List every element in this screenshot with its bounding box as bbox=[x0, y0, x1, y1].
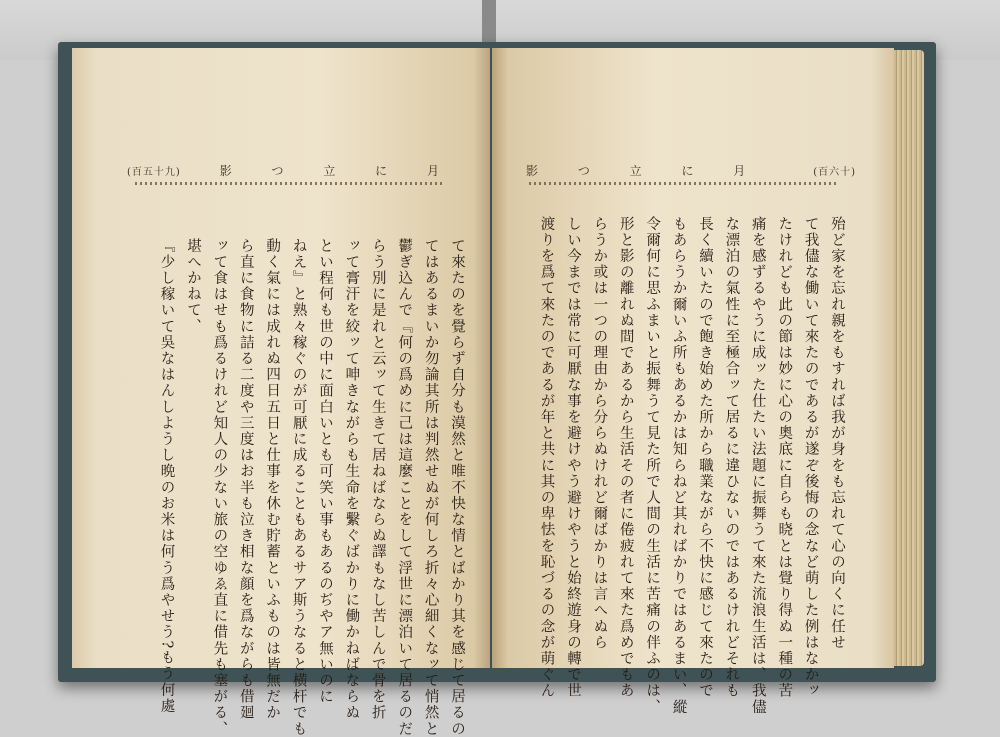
page-edges bbox=[894, 50, 924, 666]
right-page-number: (百六十) bbox=[813, 166, 856, 178]
left-page bbox=[72, 48, 490, 737]
right-page bbox=[492, 48, 894, 716]
left-header-rule bbox=[132, 182, 442, 185]
left-page-header bbox=[127, 158, 457, 182]
right-page-body: 殆ど家を忘れ親をもすれば我が身をも忘れて心の向くに任せ て我儘な働いて來たのであるが遂ぞ後悔の念など萌した例はなかッ たけれども此の節は妙に心の奧底に自らも晓とは覺り得ぬ一種の苦 痛を感ずるやうに成ッた仕たい法題に振舞うて來た流浪生活は、我儘 な漂泊の氣性に至極合ッて居るに違ひないのではあるけれどそれも 長く續いたので飽き始めた所から職業ながら不快に感じて來たので もあらうか爾いふ所もあるかは知らねど其ればかりではあるまい、縱 令爾何に思ふまいと振舞うて見た所で人間の生活に苦痛の伴ふのは、 形と影の離れぬ間であるから生活その者に倦疲れて來た爲めでもあ らうか或は一つの理由から分らぬけれど爾ばかりは言へぬら しい今までは常に可厭な事を避けやう避けやうと始終遊身の轉で世 渡りを爲て來たのであるが年と共に其の卑怯を恥づるの念が萌ぐん bbox=[538, 216, 845, 716]
right-page-header bbox=[526, 158, 856, 182]
left-running-title: 影 つ 立 に 月 bbox=[219, 163, 457, 178]
left-page-number: (百五十九) bbox=[127, 166, 181, 178]
left-page-body: て來たのを覺らず自分も漠然と唯不快な情とばかり其を感じて居るの てはあるまいか勿論其所は判然せぬが何しろ折々心細くなッて悄然と 鬱ぎ込んで『何の爲めに己は這麼ことをして浮世に漂泊いて居るのだ らう別に是れと云ッて生きて居ねばならぬ譯もなし苦しんで骨を折 ッて膏汗を絞ッて呻きながらも生命を繫ぐばかりに働かねばならぬ とい程何も世の中に面白いとも可笑い事もあるのぢやア無いのに ねえ』と熟々稼ぐのが可厭に成ることもあるサア斯うなると横杆でも 動く氣には成れぬ四日五日と仕事を休む貯蓄といふものは皆無だか ら直に食物に詰る二度や三度はお半も泣き相な顔を爲ながらも借廻 ッて食はせも爲るけれど知人の少ない旅の空ゆゑ直に借先も塞がる、 堪へかねて、 『少し稼いて吳なはんしようし晩のお米は何う爲やせう?もう何處 bbox=[158, 238, 465, 737]
right-running-title: 影 つ 立 に 月 bbox=[526, 163, 764, 178]
right-header-rule bbox=[526, 182, 836, 185]
